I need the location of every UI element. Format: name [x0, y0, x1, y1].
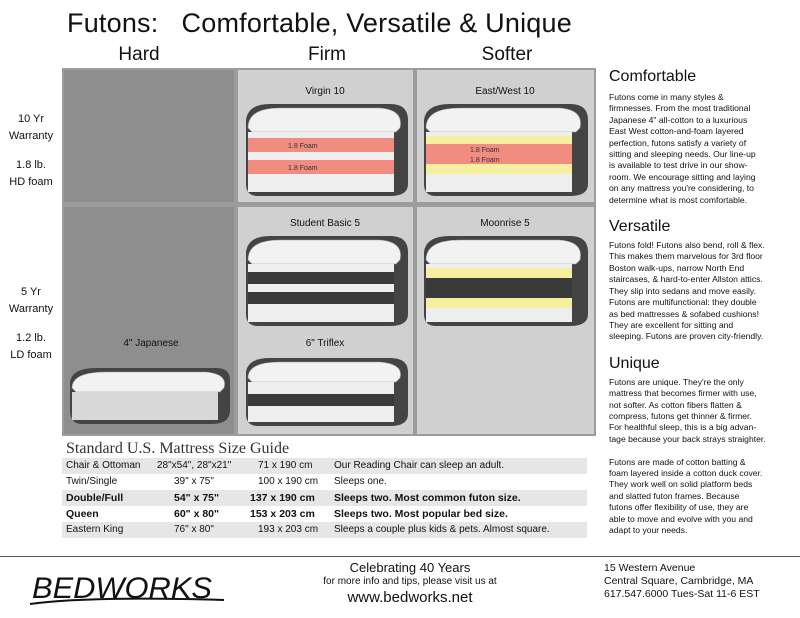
phone-hours: 617.547.6000 Tues-Sat 11-6 EST	[604, 588, 760, 600]
text-line: compress, futons get thinner & firmer.	[609, 410, 752, 421]
sidebar	[609, 68, 797, 536]
mattress-student5-illustration	[240, 230, 412, 330]
versatile-heading: Versatile	[609, 218, 671, 236]
mattress-label-eastwest10: East/West 10	[475, 86, 535, 97]
mattress-label-student5: Student Basic 5	[289, 218, 361, 229]
text-line: adapt to your needs.	[609, 525, 688, 535]
size-row	[62, 490, 587, 506]
column-header-firm: Firm	[308, 44, 346, 65]
text-line: not softer. As cotton fibers flatten &	[609, 399, 742, 410]
text-line: firmnesses. From the most traditional	[609, 103, 751, 114]
logo-text: BEDWORKS	[32, 572, 212, 605]
text-line: room. We encourage sitting and laying	[609, 171, 756, 182]
text-line: foam layered inside a cotton duck cover.	[609, 467, 763, 478]
size-row	[62, 522, 587, 538]
size-guide-title: Standard U.S. Mattress Size Guide	[66, 440, 290, 457]
text-line: Futons are unique. They're the only	[609, 376, 744, 387]
mattress-label-virgin10: Virgin 10	[305, 86, 345, 97]
size-note: Sleeps one.	[334, 476, 387, 487]
size-name: Twin/Single	[66, 476, 118, 487]
size-inches: 54" x 75"	[174, 492, 219, 504]
foam-type: LD foam	[10, 349, 52, 361]
text-line: staircases, & hard-to-enter Allston attics.	[609, 274, 763, 285]
mattress-virgin10-illustration	[240, 98, 412, 200]
panel-hard-10yr	[64, 70, 234, 202]
mattress-label-triflex6: 6" Triflex	[305, 338, 345, 349]
size-note: Sleeps two. Most common futon size.	[334, 492, 521, 504]
size-name: Queen	[66, 508, 99, 520]
mattress-label-moonrise5: Moonrise 5	[480, 218, 530, 229]
column-header-softer: Softer	[481, 44, 533, 65]
size-note: Our Reading Chair can sleep an adult.	[334, 460, 505, 471]
size-row	[62, 474, 587, 490]
text-line: sitting and sleeping needs. Our line-up	[609, 149, 756, 160]
address-line-2: Central Square, Cambridge, MA	[604, 575, 754, 587]
size-inches: 60" x 80"	[174, 508, 219, 520]
warranty-word: Warranty	[8, 130, 54, 142]
size-name: Double/Full	[66, 492, 124, 504]
foam-type: HD foam	[9, 176, 53, 188]
text-line: as bed mattresses & sofabed cushions!	[609, 308, 759, 319]
row-label-5yr	[0, 284, 62, 364]
page-title: Futons: Comfortable, Versatile & Unique	[67, 8, 572, 38]
text-line: They are excellent for sitting and	[609, 319, 734, 330]
size-note: Sleeps two. Most popular bed size.	[334, 508, 508, 520]
size-cm: 137 x 190 cm	[250, 492, 315, 504]
warranty-word: Warranty	[8, 303, 54, 315]
size-inches: 39" x 75"	[174, 476, 214, 487]
comfortable-text	[609, 92, 797, 206]
size-inches: 76" x 80"	[174, 524, 214, 535]
text-line: They work well on solid platform beds	[609, 479, 753, 490]
text-line: Futons are made of cotton batting &	[609, 456, 746, 467]
size-name: Eastern King	[66, 524, 124, 535]
text-line: mattress that becomes firmer with use,	[609, 388, 757, 399]
warranty-years: 10 Yr	[17, 113, 45, 125]
column-header-hard: Hard	[118, 44, 160, 65]
warranty-years: 5 Yr	[21, 286, 41, 298]
text-line: on any mattress you're considering, to	[609, 183, 754, 194]
text-line: futons offer flexibility of use, they are	[609, 502, 749, 513]
text-line: determine what is most comfortable.	[609, 194, 748, 205]
mattress-japanese4-illustration	[66, 352, 234, 432]
text-line: Japanese 4" all-cotton to a luxurious	[609, 114, 748, 125]
bedworks-logo[interactable]	[28, 566, 228, 610]
versatile-text	[609, 240, 797, 343]
footer-divider	[0, 556, 800, 557]
mattress-label-japanese4: 4" Japanese	[123, 338, 179, 349]
foam-layer-label: 1.8 Foam	[470, 147, 500, 154]
text-line: Futons fold! Futons also bend, roll & flex.	[609, 240, 765, 251]
foam-layer-label: 1.8 Foam	[288, 165, 318, 172]
foam-density: 1.2 lb.	[16, 332, 46, 344]
text-line: sleeping. Futons are proven city-friendly.	[609, 331, 764, 342]
mattress-eastwest10-illustration	[420, 98, 592, 200]
unique-heading: Unique	[609, 354, 660, 372]
size-cm: 153 x 203 cm	[250, 508, 315, 520]
foam-layer-label: 1.8 Foam	[288, 143, 318, 150]
celebrating-text: Celebrating 40 Years	[349, 560, 471, 575]
text-line: For healthful sleep, this is a big advan-	[609, 422, 757, 433]
text-line: Futons are multifunctional: they double	[609, 297, 757, 308]
more-info-text: for more info and tips, please visit us at	[323, 576, 497, 587]
text-line: This makes them marvelous for 3rd floor	[609, 251, 763, 262]
text-line: Boston walk-ups, narrow North End	[609, 262, 745, 273]
text-line: perfection, futons satisfy a variety of	[609, 137, 747, 148]
size-cm: 71 x 190 cm	[258, 460, 313, 471]
text-line: Futons come in many styles &	[609, 92, 724, 102]
mattress-triflex6-illustration	[240, 352, 412, 432]
size-cm: 100 x 190 cm	[258, 476, 319, 487]
mattress-moonrise5-illustration	[420, 230, 592, 330]
row-label-10yr	[0, 111, 62, 191]
size-row	[62, 506, 587, 522]
size-inches: 28"x54", 28"x21"	[157, 460, 232, 471]
size-cm: 193 x 203 cm	[258, 524, 319, 535]
address-line-1: 15 Western Avenue	[604, 562, 696, 574]
text-line: able to move and evolve with you and	[609, 513, 753, 524]
size-note: Sleeps a couple plus kids & pets. Almost square.	[334, 524, 550, 535]
text-line: They slip into sedans and move easily.	[609, 285, 756, 296]
size-row	[62, 458, 587, 474]
website-link[interactable]: www.bedworks.net	[347, 589, 473, 606]
unique-text	[609, 377, 797, 537]
text-line: and slatted futon frames. Because	[609, 490, 740, 501]
foam-layer-label: 1.8 Foam	[470, 157, 500, 164]
text-line: tage because your back strays straighter.	[609, 433, 766, 444]
text-line: is available to test drive in our show-	[609, 160, 748, 171]
comfortable-heading: Comfortable	[609, 68, 697, 85]
foam-density: 1.8 lb.	[16, 159, 46, 171]
size-name: Chair & Ottoman	[66, 460, 141, 471]
text-line: East West cotton-and-foam layered	[609, 126, 744, 137]
